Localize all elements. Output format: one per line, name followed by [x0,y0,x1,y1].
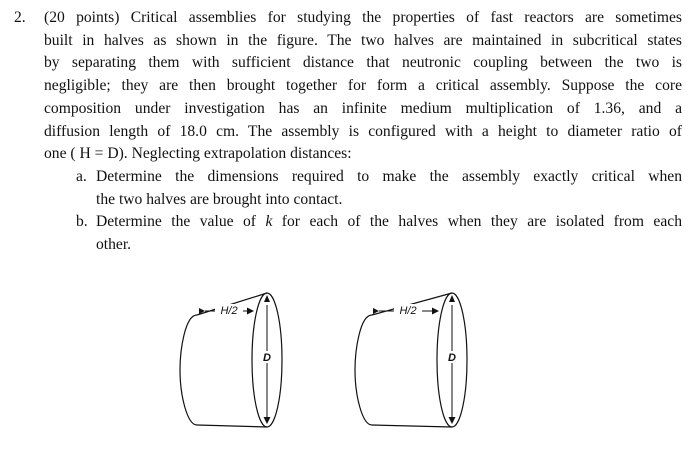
right-diameter-label: D [448,352,456,364]
question-number: 2. [14,9,26,26]
right-diameter-arrowhead [449,295,455,302]
part-line: other. [96,236,132,253]
right-height-label: H/2 [399,305,417,317]
part-line: the two halves are brought into contact. [96,190,343,208]
stem-line: composition under investigation has an infinite medium multiplication of 1.36, and a [44,99,682,117]
left-half-cylinder [180,293,282,427]
stem-line: negligible; they are then brought together for form a critical assembly. Suppose the core [44,77,682,95]
problem-stem [44,7,682,166]
assembly-figure [175,275,505,440]
stem-line: built in halves as shown in the figure. The two halves are maintained in subcritical states [44,31,682,49]
part-label: a. [76,167,87,185]
stem-line: one ( H = D). Neglecting extrapolation distances: [44,145,352,163]
part-label: b. [76,213,88,231]
variable-k: k [265,213,273,231]
stem-line: (20 points) Critical assemblies for studying the properties of fast reactors are sometimes [44,9,682,26]
part-text [96,166,682,211]
right-cylinder-bottom-edge [372,425,452,427]
stem-line: diffusion length of 18.0 cm. The assembly is configured with a height to diameter ratio of [44,122,682,140]
right-half-cylinder [355,293,467,427]
left-cylinder-back-edge [180,315,197,425]
part-b-prefix: Determine the value of [96,213,266,231]
part-b-suffix: for each of the halves when they are isolated from each [272,213,682,231]
left-cylinder-bottom-edge [197,425,267,427]
stem-line: by separating them with sufficient distance that neutronic coupling between the two is [44,54,682,72]
half-assemblies-diagram [175,275,505,440]
left-diameter-label: D [263,352,271,364]
right-cylinder-back-edge [355,315,372,425]
part-line [96,211,682,234]
part-text [96,211,682,256]
left-diameter-arrowhead [264,295,270,302]
left-height-label: H/2 [220,305,238,317]
part-line: Determine the dimensions required to make the assembly exactly critical when [96,167,682,185]
